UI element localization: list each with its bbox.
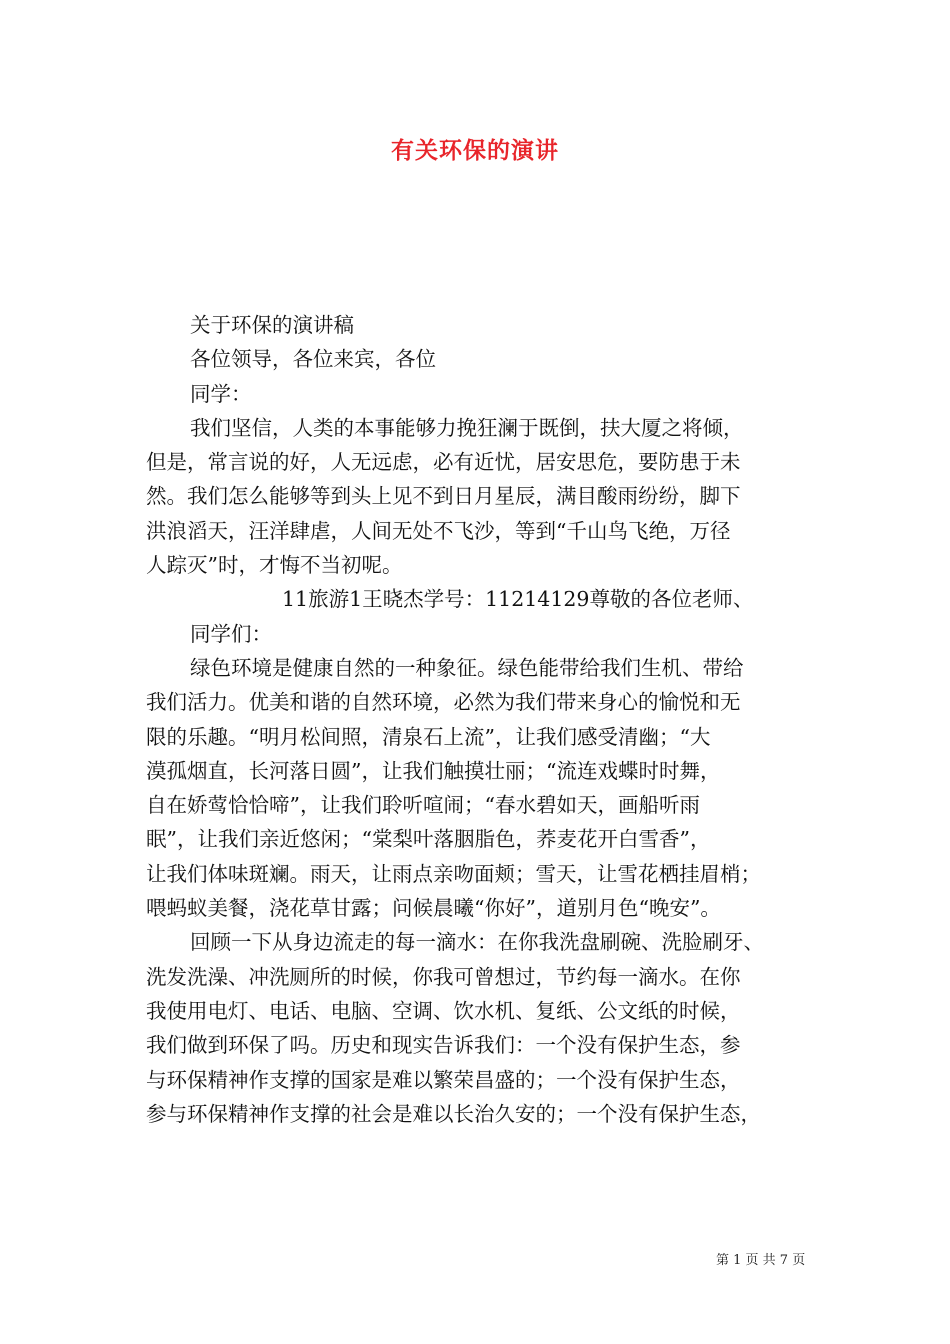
text-line: 绿色环境是健康自然的一种象征。绿色能带给我们生机、带给: [190, 655, 744, 680]
text-line: 然。我们怎么能够等到头上见不到日月星辰，满目酸雨纷纷，脚下: [146, 484, 741, 509]
text-line: 洪浪滔天，汪洋肆虐，人间无处不飞沙，等到“千山鸟飞绝，万径: [146, 518, 731, 543]
text-line: 我们做到环保了吗。历史和现实告诉我们：一个没有保护生态，参: [146, 1033, 741, 1058]
text-line: 关于环保的演讲稿: [190, 313, 354, 337]
text-line: 与环保精神作支撑的国家是难以繁荣昌盛的；一个没有保护生态，: [146, 1067, 741, 1092]
text-line: 我们活力。优美和谐的自然环境，必然为我们带来身心的愉悦和无: [146, 690, 741, 715]
text-line: 洗发洗澡、冲洗厕所的时候，你我可曾想过，节约每一滴水。在你: [146, 964, 741, 989]
text-line: 让我们体味斑斓。雨天，让雨点亲吻面颊；雪天，让雪花栖挂眉梢；: [146, 861, 761, 886]
document-title: 有关环保的演讲: [391, 137, 559, 164]
text-line: 我们坚信，人类的本事能够力挽狂澜于既倒，扶大厦之将倾，: [190, 415, 744, 440]
text-line: 喂蚂蚁美餐，浇花草甘露；问候晨曦“你好”，道别月色“晚安”。: [146, 896, 721, 921]
text-line: 自在娇莺恰恰啼”，让我们聆听喧闹；“春水碧如天，画船听雨: [146, 793, 700, 818]
text-line: 漠孤烟直，长河落日圆”，让我们触摸壮丽；“流连戏蝶时时舞，: [146, 758, 721, 783]
text-line: 但是，常言说的好，人无远虑，必有近忧，居安思危，要防患于未: [146, 450, 741, 475]
text-line: 眠”，让我们亲近悠闲；“棠梨叶落胭脂色，荞麦花开白雪香”，: [146, 827, 711, 852]
text-line: 限的乐趣。“明月松间照，清泉石上流”，让我们感受清幽；“大: [146, 724, 711, 749]
document-body: [146, 308, 812, 1131]
text-line: 人踪灭”时，才悔不当初呢。: [146, 553, 403, 578]
text-line: 11旅游1王晓杰学号：11214129尊敬的各位老师、: [282, 587, 754, 612]
text-line: 同学：: [190, 381, 252, 406]
text-line: 我使用电灯、电话、电脑、空调、饮水机、复纸、公文纸的时候，: [146, 998, 741, 1023]
text-line: 同学们：: [190, 621, 272, 646]
text-line: 参与环保精神作支撑的社会是难以长治久安的；一个没有保护生态，: [146, 1101, 761, 1126]
text-line: 各位领导，各位来宾，各位: [190, 347, 436, 372]
text-line: 回顾一下从身边流走的每一滴水：在你我洗盘刷碗、洗脸刷牙、: [190, 930, 764, 955]
page-number-footer: 第 1 页 共 7 页: [716, 1253, 806, 1268]
